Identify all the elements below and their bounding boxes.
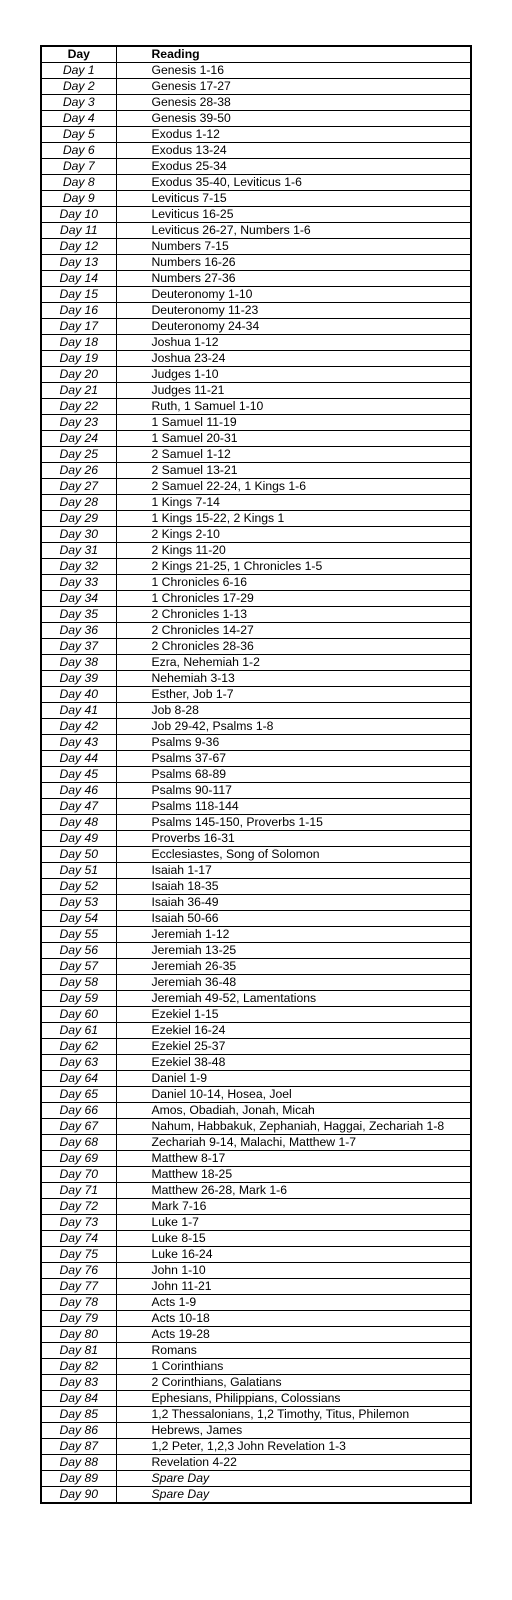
day-cell: Day 15: [41, 287, 116, 303]
reading-cell: Isaiah 1-17: [116, 863, 471, 879]
reading-cell: Acts 10-18: [116, 1311, 471, 1327]
reading-cell: 2 Samuel 1-12: [116, 447, 471, 463]
reading-cell: 1 Samuel 20-31: [116, 431, 471, 447]
table-row: [41, 207, 471, 223]
day-cell: Day 49: [41, 831, 116, 847]
table-row: [41, 127, 471, 143]
reading-cell: 1 Samuel 11-19: [116, 415, 471, 431]
day-cell: Day 30: [41, 527, 116, 543]
table-row: [41, 863, 471, 879]
table-row: [41, 1487, 471, 1504]
day-cell: Day 40: [41, 687, 116, 703]
table-header: [41, 46, 471, 63]
reading-cell: Proverbs 16-31: [116, 831, 471, 847]
day-cell: Day 6: [41, 143, 116, 159]
table-row: [41, 1311, 471, 1327]
table-row: [41, 639, 471, 655]
table-row: [41, 1135, 471, 1151]
reading-cell: Amos, Obadiah, Jonah, Micah: [116, 1103, 471, 1119]
day-cell: Day 10: [41, 207, 116, 223]
day-cell: Day 82: [41, 1359, 116, 1375]
reading-cell: 2 Samuel 13-21: [116, 463, 471, 479]
day-cell: Day 7: [41, 159, 116, 175]
reading-cell: 2 Kings 2-10: [116, 527, 471, 543]
reading-cell: Exodus 35-40, Leviticus 1-6: [116, 175, 471, 191]
table-row: [41, 575, 471, 591]
reading-cell: Joshua 1-12: [116, 335, 471, 351]
day-cell: Day 13: [41, 255, 116, 271]
reading-cell: 1,2 Peter, 1,2,3 John Revelation 1-3: [116, 1439, 471, 1455]
day-cell: Day 56: [41, 943, 116, 959]
day-cell: Day 35: [41, 607, 116, 623]
reading-cell: Ezra, Nehemiah 1-2: [116, 655, 471, 671]
day-cell: Day 41: [41, 703, 116, 719]
reading-cell: 1 Kings 7-14: [116, 495, 471, 511]
table-row: [41, 1119, 471, 1135]
table-row: [41, 335, 471, 351]
table-row: [41, 687, 471, 703]
reading-cell: 2 Kings 21-25, 1 Chronicles 1-5: [116, 559, 471, 575]
table-row: [41, 287, 471, 303]
day-cell: Day 63: [41, 1055, 116, 1071]
reading-cell: Luke 16-24: [116, 1247, 471, 1263]
table-row: [41, 1279, 471, 1295]
day-cell: Day 5: [41, 127, 116, 143]
table-row: [41, 447, 471, 463]
reading-cell: Mark 7-16: [116, 1199, 471, 1215]
day-cell: Day 77: [41, 1279, 116, 1295]
day-cell: Day 32: [41, 559, 116, 575]
day-cell: Day 90: [41, 1487, 116, 1504]
table-row: [41, 399, 471, 415]
table-row: [41, 367, 471, 383]
table-row: [41, 111, 471, 127]
day-cell: Day 79: [41, 1311, 116, 1327]
reading-cell: Deuteronomy 24-34: [116, 319, 471, 335]
table-row: [41, 671, 471, 687]
reading-cell: Psalms 9-36: [116, 735, 471, 751]
day-cell: Day 17: [41, 319, 116, 335]
reading-cell: 2 Kings 11-20: [116, 543, 471, 559]
reading-cell: Psalms 68-89: [116, 767, 471, 783]
table-row: [41, 1455, 471, 1471]
day-cell: Day 85: [41, 1407, 116, 1423]
day-cell: Day 20: [41, 367, 116, 383]
reading-cell: Acts 1-9: [116, 1295, 471, 1311]
table-row: [41, 1231, 471, 1247]
day-cell: Day 29: [41, 511, 116, 527]
reading-cell: John 1-10: [116, 1263, 471, 1279]
table-row: [41, 79, 471, 95]
table-row: [41, 991, 471, 1007]
day-cell: Day 28: [41, 495, 116, 511]
table-row: [41, 1055, 471, 1071]
table-row: [41, 175, 471, 191]
table-row: [41, 1327, 471, 1343]
reading-cell: Spare Day: [116, 1471, 471, 1487]
day-cell: Day 59: [41, 991, 116, 1007]
day-cell: Day 24: [41, 431, 116, 447]
table-row: [41, 735, 471, 751]
reading-cell: Job 8-28: [116, 703, 471, 719]
reading-cell: Isaiah 36-49: [116, 895, 471, 911]
table-row: [41, 1151, 471, 1167]
table-row: [41, 1295, 471, 1311]
table-row: [41, 751, 471, 767]
day-cell: Day 26: [41, 463, 116, 479]
table-row: [41, 703, 471, 719]
day-cell: Day 68: [41, 1135, 116, 1151]
day-cell: Day 27: [41, 479, 116, 495]
reading-cell: Ezekiel 16-24: [116, 1023, 471, 1039]
reading-cell: Luke 1-7: [116, 1215, 471, 1231]
reading-cell: 2 Chronicles 28-36: [116, 639, 471, 655]
reading-cell: 2 Samuel 22-24, 1 Kings 1-6: [116, 479, 471, 495]
day-cell: Day 8: [41, 175, 116, 191]
table-row: [41, 895, 471, 911]
day-cell: Day 22: [41, 399, 116, 415]
day-cell: Day 38: [41, 655, 116, 671]
table-row: [41, 559, 471, 575]
reading-cell: Jeremiah 49-52, Lamentations: [116, 991, 471, 1007]
table-row: [41, 1439, 471, 1455]
day-cell: Day 55: [41, 927, 116, 943]
day-cell: Day 50: [41, 847, 116, 863]
table-row: [41, 1007, 471, 1023]
reading-cell: Genesis 17-27: [116, 79, 471, 95]
reading-cell: Numbers 16-26: [116, 255, 471, 271]
reading-cell: Genesis 1-16: [116, 63, 471, 79]
day-cell: Day 14: [41, 271, 116, 287]
day-cell: Day 21: [41, 383, 116, 399]
day-cell: Day 18: [41, 335, 116, 351]
day-cell: Day 47: [41, 799, 116, 815]
table-row: [41, 1103, 471, 1119]
table-row: [41, 1263, 471, 1279]
table-row: [41, 623, 471, 639]
day-cell: Day 64: [41, 1071, 116, 1087]
table-row: [41, 943, 471, 959]
table-row: [41, 655, 471, 671]
day-cell: Day 48: [41, 815, 116, 831]
reading-cell: Matthew 26-28, Mark 1-6: [116, 1183, 471, 1199]
reading-cell: Numbers 27-36: [116, 271, 471, 287]
reading-cell: Daniel 1-9: [116, 1071, 471, 1087]
table-row: [41, 927, 471, 943]
table-row: [41, 1391, 471, 1407]
day-cell: Day 86: [41, 1423, 116, 1439]
reading-cell: 1 Chronicles 6-16: [116, 575, 471, 591]
day-cell: Day 33: [41, 575, 116, 591]
table-row: [41, 143, 471, 159]
table-row: [41, 319, 471, 335]
day-cell: Day 80: [41, 1327, 116, 1343]
reading-cell: 2 Corinthians, Galatians: [116, 1375, 471, 1391]
reading-cell: 1 Chronicles 17-29: [116, 591, 471, 607]
day-cell: Day 87: [41, 1439, 116, 1455]
table-row: [41, 383, 471, 399]
table-row: [41, 1167, 471, 1183]
reading-cell: Ruth, 1 Samuel 1-10: [116, 399, 471, 415]
table-row: [41, 911, 471, 927]
table-row: [41, 543, 471, 559]
day-cell: Day 58: [41, 975, 116, 991]
reading-cell: Ezekiel 25-37: [116, 1039, 471, 1055]
day-cell: Day 83: [41, 1375, 116, 1391]
reading-cell: Leviticus 7-15: [116, 191, 471, 207]
reading-cell: Hebrews, James: [116, 1423, 471, 1439]
day-cell: Day 88: [41, 1455, 116, 1471]
day-cell: Day 54: [41, 911, 116, 927]
reading-cell: Romans: [116, 1343, 471, 1359]
reading-cell: Job 29-42, Psalms 1-8: [116, 719, 471, 735]
reading-cell: Psalms 37-67: [116, 751, 471, 767]
reading-cell: John 11-21: [116, 1279, 471, 1295]
reading-cell: Psalms 145-150, Proverbs 1-15: [116, 815, 471, 831]
table-row: [41, 1199, 471, 1215]
table-row: [41, 1215, 471, 1231]
day-cell: Day 78: [41, 1295, 116, 1311]
day-cell: Day 42: [41, 719, 116, 735]
table-row: [41, 63, 471, 79]
reading-cell: Nahum, Habbakuk, Zephaniah, Haggai, Zechariah 1-8: [116, 1119, 471, 1135]
reading-cell: 1 Kings 15-22, 2 Kings 1: [116, 511, 471, 527]
day-cell: Day 46: [41, 783, 116, 799]
reading-cell: Luke 8-15: [116, 1231, 471, 1247]
reading-cell: Exodus 1-12: [116, 127, 471, 143]
reading-cell: Deuteronomy 11-23: [116, 303, 471, 319]
reading-cell: Psalms 90-117: [116, 783, 471, 799]
table-row: [41, 1183, 471, 1199]
header-row: [41, 46, 471, 63]
day-cell: Day 89: [41, 1471, 116, 1487]
reading-cell: 1,2 Thessalonians, 1,2 Timothy, Titus, Philemon: [116, 1407, 471, 1423]
day-cell: Day 71: [41, 1183, 116, 1199]
reading-cell: Judges 11-21: [116, 383, 471, 399]
day-cell: Day 4: [41, 111, 116, 127]
table-row: [41, 607, 471, 623]
day-cell: Day 45: [41, 767, 116, 783]
reading-cell: Isaiah 50-66: [116, 911, 471, 927]
day-cell: Day 23: [41, 415, 116, 431]
day-cell: Day 25: [41, 447, 116, 463]
reading-cell: Exodus 25-34: [116, 159, 471, 175]
day-cell: Day 52: [41, 879, 116, 895]
table-row: [41, 527, 471, 543]
day-cell: Day 62: [41, 1039, 116, 1055]
table-row: [41, 1071, 471, 1087]
day-cell: Day 43: [41, 735, 116, 751]
day-cell: Day 69: [41, 1151, 116, 1167]
day-cell: Day 9: [41, 191, 116, 207]
reading-cell: Ecclesiastes, Song of Solomon: [116, 847, 471, 863]
column-header-reading: Reading: [116, 46, 471, 63]
day-cell: Day 2: [41, 79, 116, 95]
table-row: [41, 783, 471, 799]
reading-cell: Esther, Job 1-7: [116, 687, 471, 703]
reading-cell: Genesis 39-50: [116, 111, 471, 127]
table-row: [41, 1423, 471, 1439]
day-cell: Day 37: [41, 639, 116, 655]
reading-cell: 2 Chronicles 14-27: [116, 623, 471, 639]
day-cell: Day 74: [41, 1231, 116, 1247]
table-row: [41, 159, 471, 175]
table-row: [41, 1087, 471, 1103]
reading-cell: Daniel 10-14, Hosea, Joel: [116, 1087, 471, 1103]
reading-cell: Revelation 4-22: [116, 1455, 471, 1471]
reading-cell: Leviticus 16-25: [116, 207, 471, 223]
day-cell: Day 67: [41, 1119, 116, 1135]
reading-cell: Jeremiah 1-12: [116, 927, 471, 943]
table-row: [41, 95, 471, 111]
reading-cell: Jeremiah 26-35: [116, 959, 471, 975]
reading-cell: Judges 1-10: [116, 367, 471, 383]
reading-cell: 1 Corinthians: [116, 1359, 471, 1375]
day-cell: Day 11: [41, 223, 116, 239]
reading-schedule-table: [40, 45, 472, 1504]
reading-cell: Joshua 23-24: [116, 351, 471, 367]
day-cell: Day 12: [41, 239, 116, 255]
reading-cell: Isaiah 18-35: [116, 879, 471, 895]
table-row: [41, 255, 471, 271]
reading-cell: Spare Day: [151, 1487, 210, 1501]
table-row: [41, 191, 471, 207]
day-cell: Day 57: [41, 959, 116, 975]
reading-cell: Jeremiah 13-25: [116, 943, 471, 959]
reading-cell: Zechariah 9-14, Malachi, Matthew 1-7: [116, 1135, 471, 1151]
table-row: [41, 495, 471, 511]
table-row: [41, 415, 471, 431]
table-row: [41, 479, 471, 495]
table-row: [41, 511, 471, 527]
table-body: [41, 63, 471, 1504]
table-row: [41, 815, 471, 831]
day-cell: Day 75: [41, 1247, 116, 1263]
reading-cell: Matthew 8-17: [116, 1151, 471, 1167]
day-cell: Day 16: [41, 303, 116, 319]
table-row: [41, 719, 471, 735]
reading-cell: Ezekiel 38-48: [116, 1055, 471, 1071]
reading-cell: Matthew 18-25: [116, 1167, 471, 1183]
table-row: [41, 1375, 471, 1391]
reading-cell: Numbers 7-15: [116, 239, 471, 255]
reading-cell: 2 Chronicles 1-13: [116, 607, 471, 623]
day-cell: Day 76: [41, 1263, 116, 1279]
day-cell: Day 39: [41, 671, 116, 687]
table-row: [41, 591, 471, 607]
day-cell: Day 3: [41, 95, 116, 111]
day-cell: Day 1: [41, 63, 116, 79]
day-cell: Day 44: [41, 751, 116, 767]
reading-cell: Exodus 13-24: [116, 143, 471, 159]
reading-cell: Ephesians, Philippians, Colossians: [116, 1391, 471, 1407]
table-row: [41, 799, 471, 815]
column-header-day: Day: [41, 46, 116, 63]
table-row: [41, 1471, 471, 1487]
day-cell: Day 72: [41, 1199, 116, 1215]
reading-cell: Leviticus 26-27, Numbers 1-6: [116, 223, 471, 239]
reading-cell: Psalms 118-144: [116, 799, 471, 815]
day-cell: Day 36: [41, 623, 116, 639]
day-cell: Day 19: [41, 351, 116, 367]
table-row: [41, 431, 471, 447]
reading-cell: Ezekiel 1-15: [116, 1007, 471, 1023]
table-row: [41, 879, 471, 895]
table-row: [41, 831, 471, 847]
day-cell: Day 34: [41, 591, 116, 607]
table-row: [41, 1039, 471, 1055]
reading-cell: Acts 19-28: [116, 1327, 471, 1343]
table-row: [41, 303, 471, 319]
table-row: [41, 1023, 471, 1039]
table-row: [41, 239, 471, 255]
table-row: [41, 959, 471, 975]
day-cell: Day 51: [41, 863, 116, 879]
table-row: [41, 1247, 471, 1263]
reading-cell: Deuteronomy 1-10: [116, 287, 471, 303]
day-cell: Day 65: [41, 1087, 116, 1103]
table-row: [41, 847, 471, 863]
reading-cell: Nehemiah 3-13: [116, 671, 471, 687]
day-cell: Day 81: [41, 1343, 116, 1359]
day-cell: Day 53: [41, 895, 116, 911]
table-row: [41, 1407, 471, 1423]
table-row: [41, 1343, 471, 1359]
reading-cell: Jeremiah 36-48: [116, 975, 471, 991]
day-cell: Day 70: [41, 1167, 116, 1183]
table-row: [41, 463, 471, 479]
reading-cell: Genesis 28-38: [116, 95, 471, 111]
table-row: [41, 271, 471, 287]
day-cell: Day 61: [41, 1023, 116, 1039]
table-row: [41, 351, 471, 367]
day-cell: Day 31: [41, 543, 116, 559]
table-row: [41, 223, 471, 239]
table-row: [41, 1359, 471, 1375]
table-row: [41, 975, 471, 991]
day-cell: Day 73: [41, 1215, 116, 1231]
day-cell: Day 60: [41, 1007, 116, 1023]
day-cell: Day 66: [41, 1103, 116, 1119]
table-row: [41, 767, 471, 783]
day-cell: Day 84: [41, 1391, 116, 1407]
